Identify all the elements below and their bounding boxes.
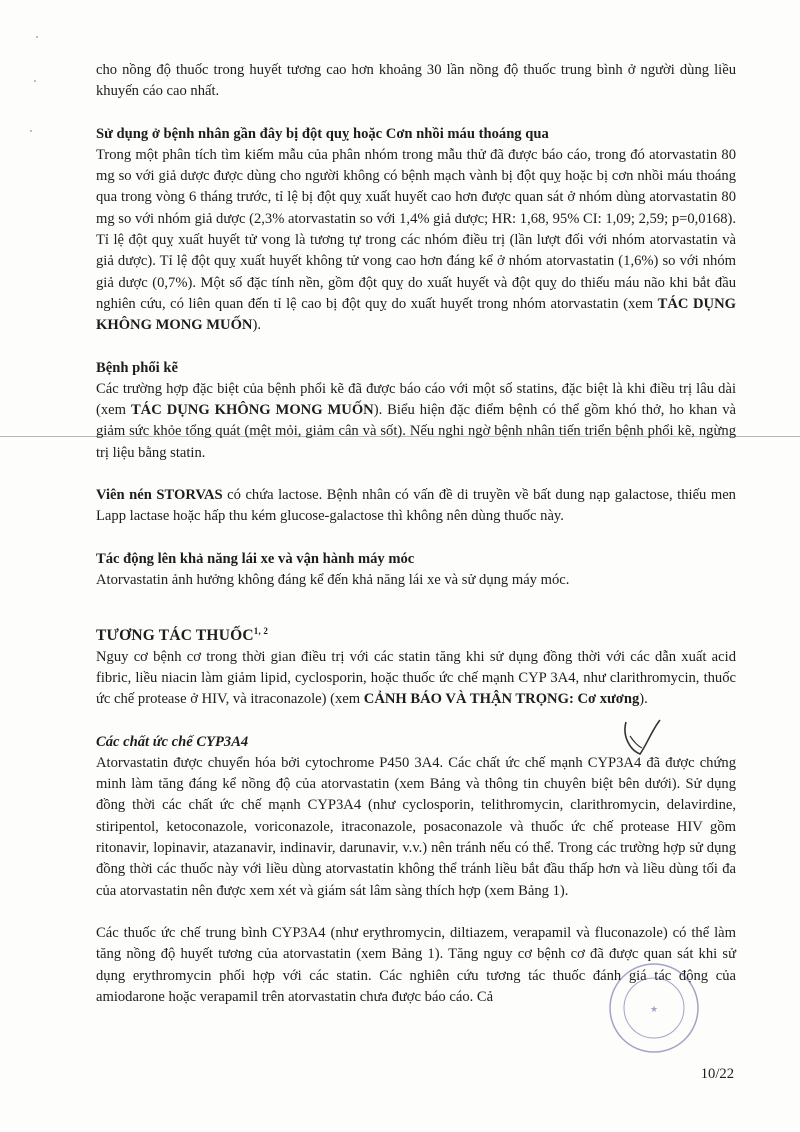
stroke-crossref: TÁC DỤNG KHÔNG MONG MUỐN: [96, 295, 736, 334]
stroke-text: Trong một phân tích tìm kiếm mẫu của phân nhóm trong mẫu thử đã được báo cáo, trong đó atorvastatin 80 mg so với giả dược được dùng cho người không có bệnh mạch vành bị đột quỵ hoặc bị cơn nhồi máu thoáng qua trong vòng 6 tháng trước, tỉ lệ bị đột quỵ xuất huyết cao hơn được quan sát ở nhóm dùng atorvastatin 80 mg so với nhóm giả dược (2,3% atorvastatin so với 1,4% giả dược; HR: 1,68, 95% CI: 1,09; 2,59; p=0,0168). Tỉ lệ đột quỵ xuất huyết tử vong là tương tự trong các nhóm điều trị (lần lượt đối với nhóm atorvastatin và giả dược). Tỉ lệ đột quỵ xuất huyết không tử vong cao hơn đáng kể ở nhóm atorvastatin (1,6%) so với nhóm giả dược (0,7%). Một số đặc tính nền, gồm đột quỵ do xuất huyết và đột quỵ do thiếu máu não khi bắt đầu nghiên cứu, có liên quan đến tỉ lệ cao bị đột quỵ do xuất huyết trong nhóm atorvastatin (xem: [96, 146, 736, 312]
ild-crossref: TÁC DỤNG KHÔNG MONG MUỐN: [130, 402, 374, 419]
interactions-text-end: ).: [639, 691, 648, 708]
paragraph-stroke: [96, 145, 736, 337]
svg-text:★: ★: [649, 1004, 659, 1014]
interactions-reference: 1, 2: [253, 626, 269, 637]
paragraph-lactose: [96, 485, 736, 528]
scan-speck: [30, 130, 32, 132]
ild-text-end: ). Biểu hiện đặc điểm bệnh có thể gồm khó thở, ho khan và giảm sức khỏe tổng quát (mệt mỏi, giảm cân và sốt). Nếu nghi ngờ bệnh nhân tiến triển bệnh phổi kẽ, ngừng trị liệu bằng statin.: [96, 402, 736, 461]
paragraph-intro: cho nồng độ thuốc trong huyết tương cao hơn khoảng 30 lần nồng độ thuốc trung bình ở người dùng liều khuyến cáo cao nhất.: [96, 62, 736, 100]
lactose-lead: Viên nén STORVAS: [96, 487, 223, 504]
heading-cyp3a4: Các chất ức chế CYP3A4: [96, 733, 249, 750]
ild-text: Các trường hợp đặc biệt của bệnh phổi kẽ đã được báo cáo với một số statins, đặc biệt là khi điều trị lâu dài (xem: [96, 380, 736, 419]
heading-driving: Tác động lên khả năng lái xe và vận hành máy móc: [96, 550, 415, 567]
interactions-title: TƯƠNG TÁC THUỐC: [96, 627, 254, 645]
interactions-crossref: CẢNH BÁO VÀ THẬN TRỌNG: Cơ xương: [363, 691, 640, 708]
paragraph-driving: Atorvastatin ảnh hưởng không đáng kể đến khả năng lái xe và sử dụng máy móc.: [96, 571, 570, 588]
stroke-text-end: ).: [252, 317, 261, 334]
scan-speck: [36, 36, 38, 38]
paragraph-ild: [96, 379, 736, 464]
interactions-text: Nguy cơ bệnh cơ trong thời gian điều trị với các statin tăng khi sử dụng đồng thời với các dẫn xuất acid fibric, liều niacin làm giảm lipid, cyclosporin, hoặc thuốc ức chế mạnh CYP 3A4, như clarithromycin, thuốc ức chế protease ở HIV, và itraconazole) (xem: [96, 648, 736, 708]
paragraph-interactions: [96, 647, 736, 711]
scan-speck: [34, 80, 36, 82]
heading-interactions: [96, 621, 736, 646]
heading-ild: Bệnh phổi kẽ: [96, 359, 178, 376]
paragraph-cyp3a4-moderate: Các thuốc ức chế trung bình CYP3A4 (như erythromycin, diltiazem, verapamil và fluconazole) có thể làm tăng nồng độ huyết tương của atorvastatin (xem Bảng 1). Tăng nguy cơ bệnh cơ đã được quan sát khi sử dụng erythromycin phối hợp với các statin. Các nghiên cứu tương tác thuốc đánh giá tác động của amiodarone hoặc verapamil trên atorvastatin chưa được báo cáo. Cả: [96, 924, 736, 1005]
heading-stroke: Sử dụng ở bệnh nhân gần đây bị đột quỵ hoặc Cơn nhồi máu thoáng qua: [96, 125, 549, 142]
lactose-text: có chứa lactose. Bệnh nhân có vấn đề di truyền về bất dung nạp galactose, thiếu men Lapp lactase hoặc hấp thu kém glucose-galactose thì không nên dùng thuốc này.: [96, 487, 736, 525]
handwritten-signature: [618, 716, 668, 766]
document-body: [96, 60, 736, 1029]
page-number: 10/22: [700, 1066, 734, 1082]
company-stamp: [594, 958, 714, 1058]
paragraph-cyp3a4-strong: Atorvastatin được chuyển hóa bởi cytochrome P450 3A4. Các chất ức chế mạnh CYP3A4 đã được chứng minh làm tăng đáng kể nồng độ của atorvastatin (xem Bảng và thông tin chuyên biệt bên dưới). Sử dụng đồng thời các chất ức chế mạnh CYP3A4 (như cyclosporin, telithromycin, clarithromycin, delavirdine, stiripentol, ketoconazole, voriconazole, itraconazole, posaconazole và thuốc ức chế protease HIV gồm ritonavir, lopinavir, atazanavir, indinavir, darunavir, v.v.) nên tránh nếu có thể. Trong các trường hợp sử dụng đồng thời các thuốc này với liều dùng atorvastatin không thể tránh liều bắt đầu thấp hơn và liều dùng tối đa của atorvastatin nên được xem xét và giám sát lâm sàng thích hợp (xem Bảng 1).: [96, 754, 736, 899]
